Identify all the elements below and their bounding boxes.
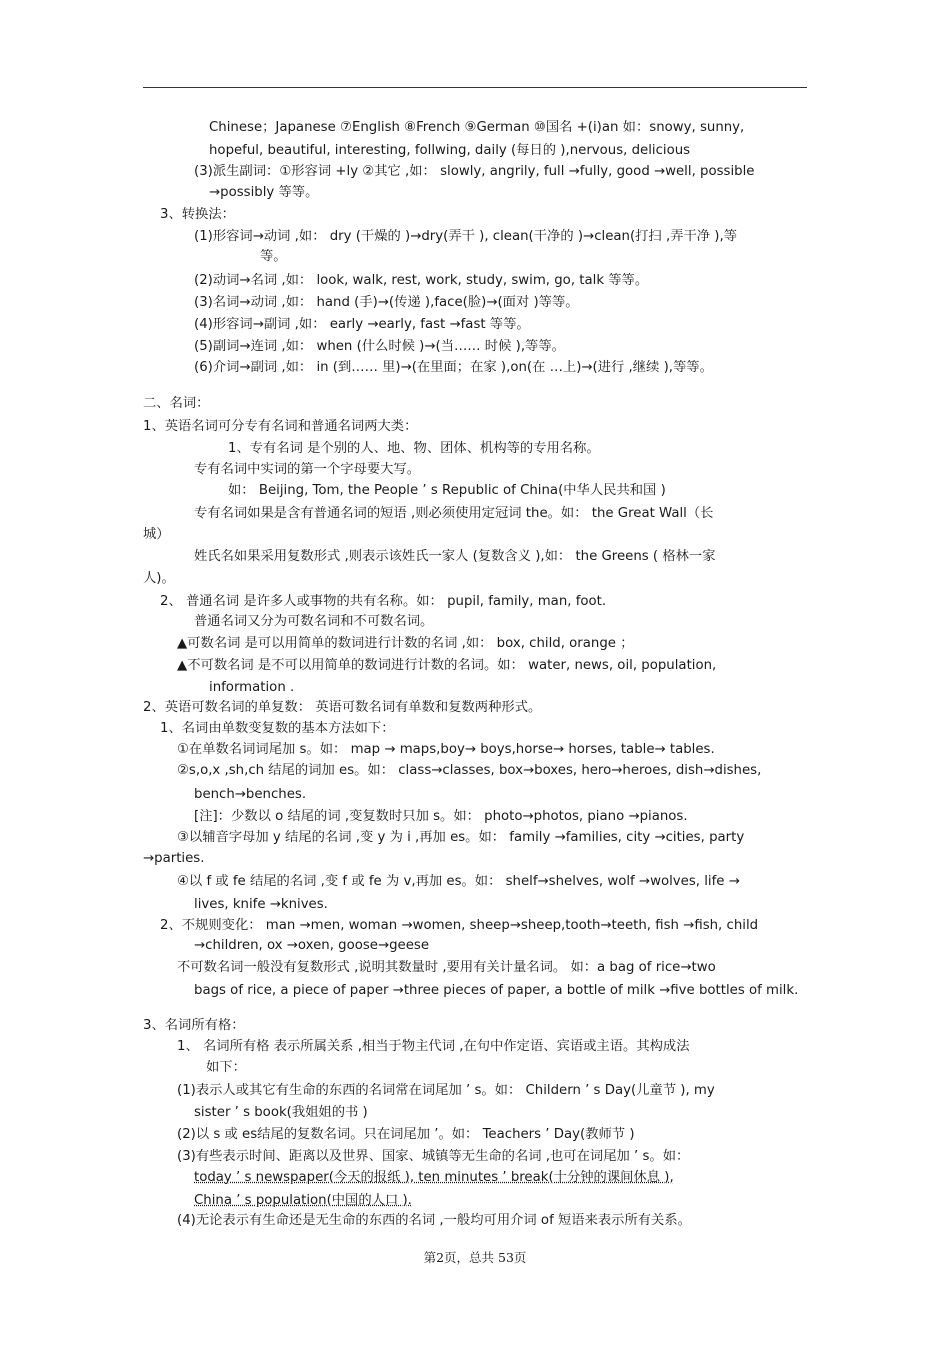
text-line: 专有名词如果是含有普通名词的短语 ,则必须使用定冠词 the。如： the Great Wall（长	[194, 506, 714, 521]
text-line: →parties.	[143, 851, 205, 866]
header-rule	[143, 87, 807, 88]
text-line: 姓氏名如果采用复数形式 ,则表示该姓氏一家人 (复数含义 ),如： the Greens ( 格林一家	[194, 549, 716, 564]
text-line: 1、 名词所有格 表示所属关系 ,相当于物主代词 ,在句中作定语、宾语或主语。其构成法	[177, 1039, 690, 1054]
text-line: 1、英语名词可分专有名词和普通名词两大类：	[143, 419, 418, 434]
text-line: 1、专有名词 是个别的人、地、物、团体、机构等的专用名称。	[228, 441, 600, 456]
text-line: today ’ s newspaper(今天的报纸 ), ten minutes ’ break(十分钟的课间休息 ),	[194, 1170, 674, 1185]
text-line: (2)以 s 或 es结尾的复数名词。只在词尾加 ’。如： Teachers ’ Day(教师节 )	[177, 1127, 635, 1142]
text-line: ①在单数名词词尾加 s。如： map → maps,boy→ boys,horse→ horses, table→ tables.	[177, 742, 715, 757]
text-line: Chinese；Japanese ⑦English ⑧French ⑨German ⑩国名 +(i)an 如：snowy, sunny,	[209, 120, 745, 135]
text-line: 不可数名词一般没有复数形式 ,说明其数量时 ,要用有关计量名词。 如：a bag of rice→two	[177, 960, 716, 975]
text-line: 如下：	[206, 1060, 246, 1075]
text-line: (4)形容词→副词 ,如： early →early, fast →fast 等等。	[194, 317, 530, 332]
text-line: 人)。	[143, 571, 175, 586]
text-line: 2、 普通名词 是许多人或事物的共有名称。如： pupil, family, man, foot.	[160, 594, 607, 609]
text-line: hopeful, beautiful, interesting, follwing, daily (每日的 ),nervous, delicious	[209, 143, 691, 158]
text-line: 专有名词中实词的第一个字母要大写。	[194, 462, 421, 477]
section-heading: 二、名词：	[143, 396, 210, 411]
text-line: ▲可数名词 是可以用简单的数词进行计数的名词 ,如： box, child, orange ；	[177, 636, 634, 651]
text-line: China ’ s population(中国的人口 ).	[194, 1193, 412, 1208]
text-line: (1)表示人或其它有生命的东西的名词常在词尾加 ’ s。如： Childern ’ s Day(儿童节 ), my	[177, 1083, 715, 1098]
page-footer: 第2页，总共 53页	[423, 1250, 527, 1265]
text-line: (3)名词→动词 ,如： hand (手)→(传递 ),face(脸)→(面对 )等等。	[194, 295, 579, 310]
text-line: (3)派生副词：①形容词 +ly ②其它 ,如： slowly, angrily, full →fully, good →well, possible	[194, 164, 755, 179]
text-line: (2)动词→名词 ,如： look, walk, rest, work, study, swim, go, talk 等等。	[194, 273, 649, 288]
text-line: (5)副词→连词 ,如： when (什么时候 )→(当…… 时候 ),等等。	[194, 339, 565, 354]
text-line: lives, knife →knives.	[194, 897, 328, 912]
text-line: information .	[209, 680, 295, 695]
text-line: ④以 f 或 fe 结尾的名词 ,变 f 或 fe 为 v,再加 es。如： shelf→shelves, wolf →wolves, life →	[177, 874, 740, 889]
text-line: →possibly 等等。	[209, 185, 319, 200]
text-line: bags of rice, a piece of paper →three pieces of paper, a bottle of milk →five bottles of milk.	[194, 983, 799, 998]
text-line: 如： Beijing, Tom, the People ’ s Republic of China(中华人民共和国 )	[228, 483, 666, 498]
text-line: ②s,o,x ,sh,ch 结尾的词加 es。如： class→classes, box→boxes, hero→heroes, dish→dishes,	[177, 763, 762, 778]
text-line: 2、不规则变化： man →men, woman →women, sheep→sheep,tooth→teeth, fish →fish, child	[160, 918, 759, 933]
section-heading: 3、转换法：	[160, 207, 235, 222]
text-line: (1)形容词→动词 ,如： dry (干燥的 )→dry(弄干 ), clean(干净的 )→clean(打扫 ,弄干净 ),等	[194, 229, 738, 244]
text-line: (3)有些表示时间、距离以及世界、国家、城镇等无生命的名词 ,也可在词尾加 ’ s。如：	[177, 1149, 690, 1164]
text-line: 等。	[260, 249, 287, 264]
text-line: 1、名词由单数变复数的基本方法如下：	[160, 721, 395, 736]
text-line: ③以辅音字母加 y 结尾的名词 ,变 y 为 i ,再加 es。如： family →families, city →cities, party	[177, 830, 745, 845]
text-line: 2、英语可数名词的单复数： 英语可数名词有单数和复数两种形式。	[143, 700, 542, 715]
text-line: (4)无论表示有生命还是无生命的东西的名词 ,一般均可用介词 of 短语来表示所有关系。	[177, 1213, 691, 1228]
text-line: [注]：少数以 o 结尾的词 ,变复数时只加 s。如： photo→photos, piano →pianos.	[194, 809, 688, 824]
section-heading: 3、名词所有格：	[143, 1018, 245, 1033]
text-line: sister ’ s book(我姐姐的书 )	[194, 1105, 368, 1120]
text-line: →children, ox →oxen, goose→geese	[194, 938, 430, 953]
text-line: 普通名词又分为可数名词和不可数名词。	[194, 614, 434, 629]
text-line: 城）	[143, 527, 170, 542]
text-line: (6)介词→副词 ,如： in (到…… 里)→(在里面；在家 ),on(在 …上)→(进行 ,继续 ),等等。	[194, 360, 713, 375]
text-line: ▲不可数名词 是不可以用简单的数词进行计数的名词。如： water, news, oil, population,	[177, 658, 717, 673]
text-line: bench→benches.	[194, 787, 307, 802]
